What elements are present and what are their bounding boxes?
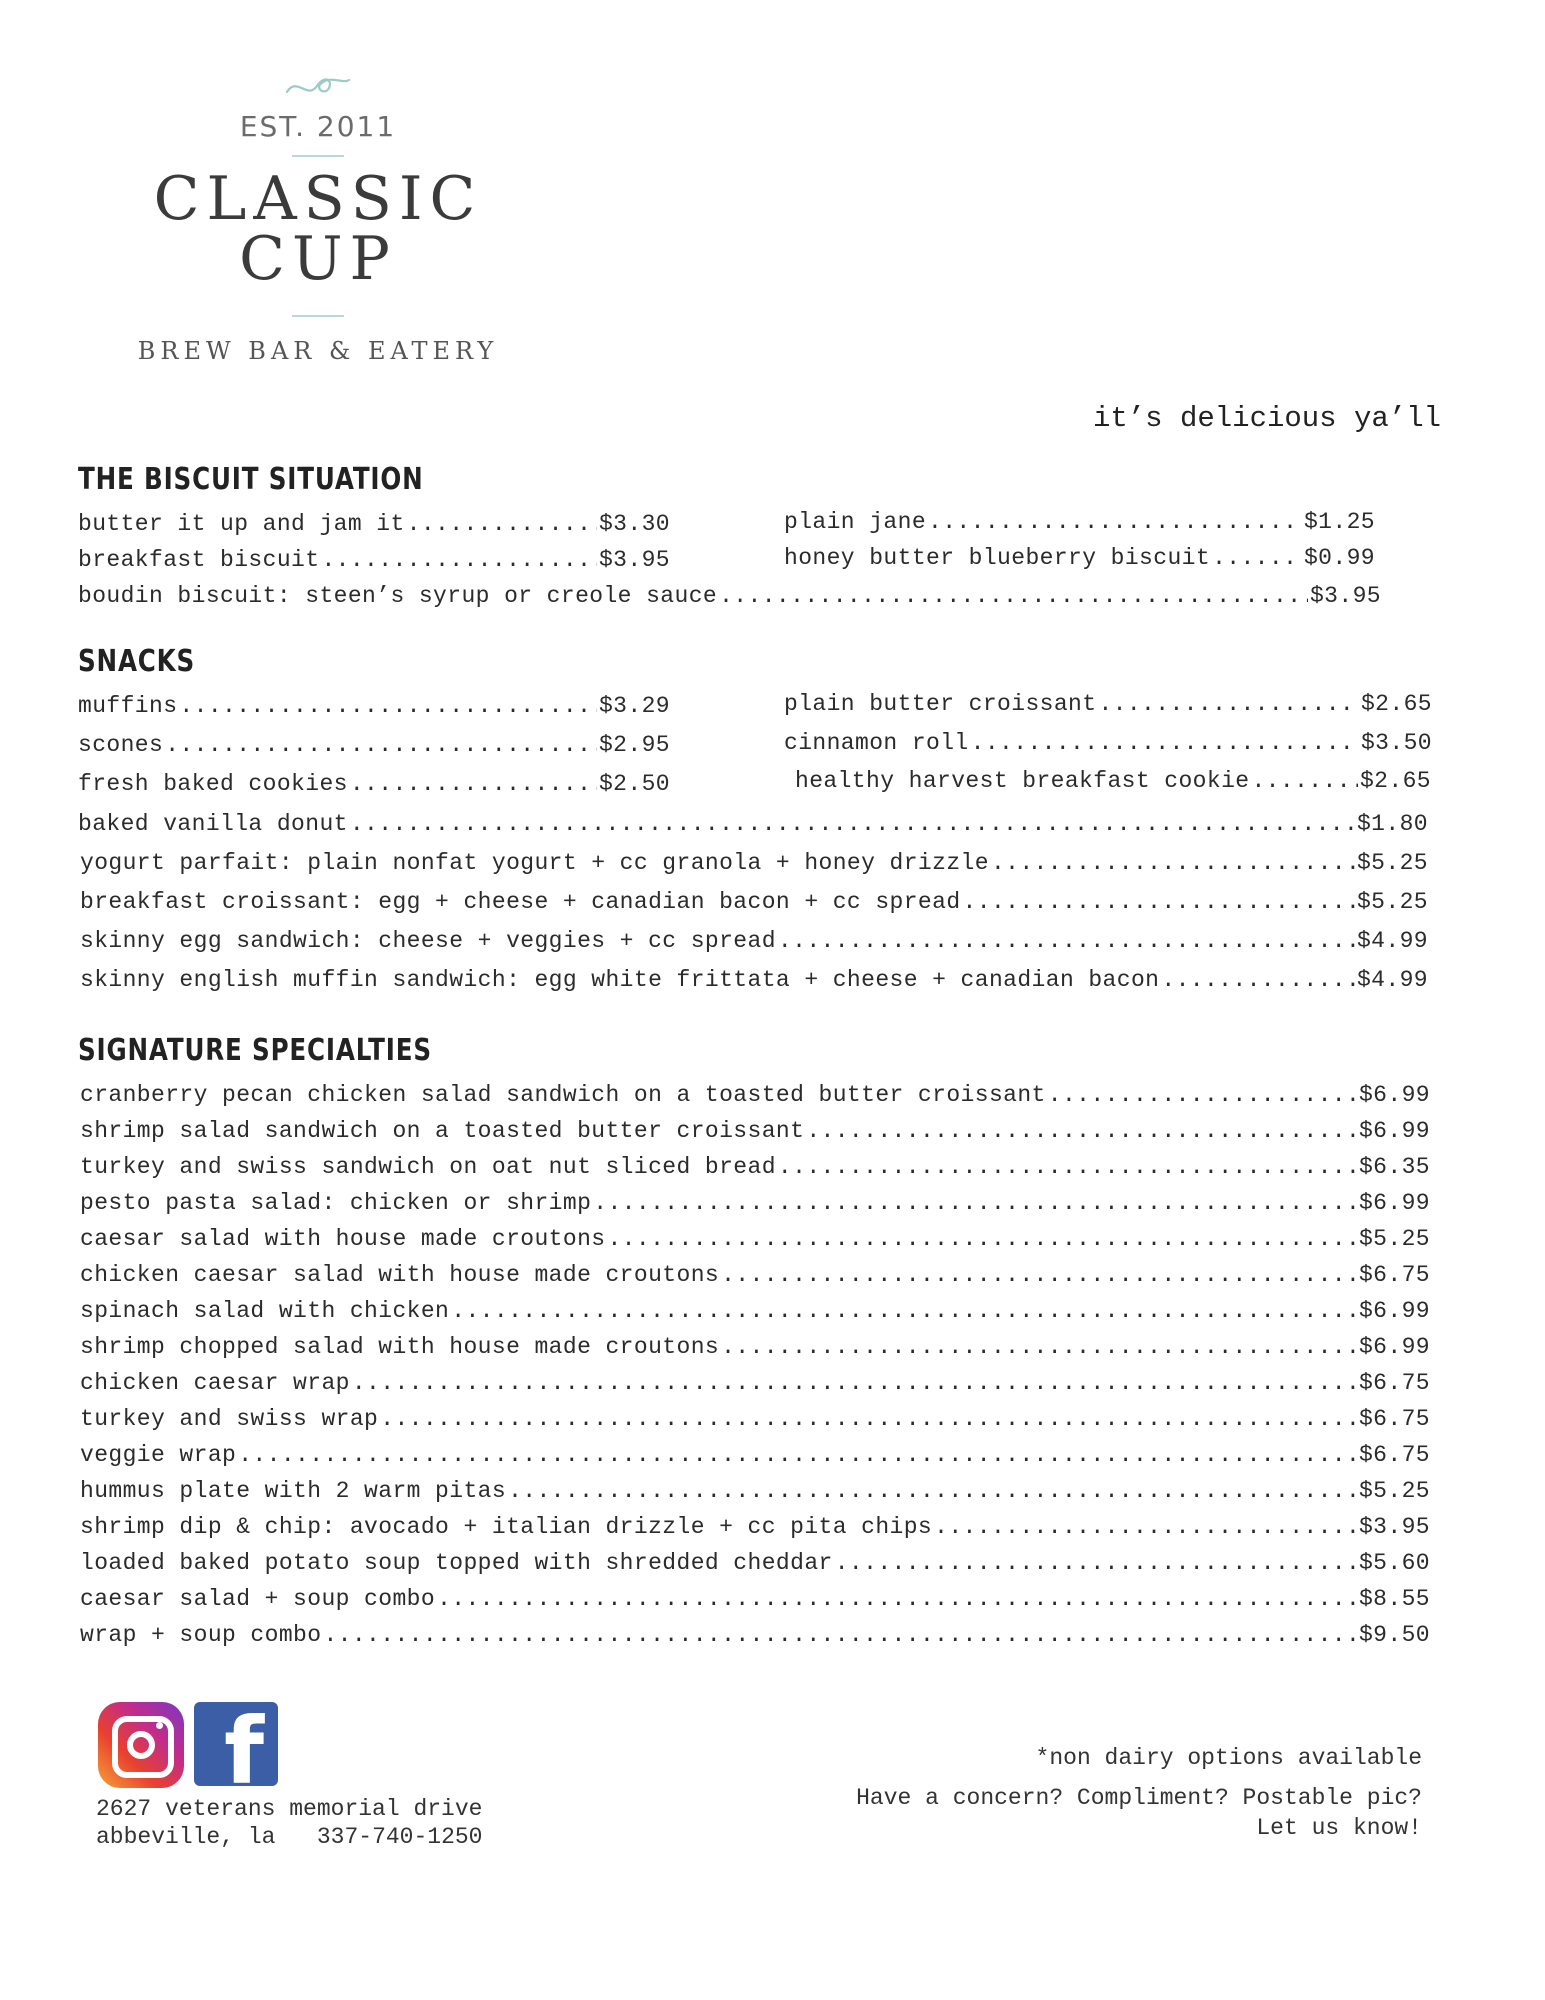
leader-dots <box>971 730 1359 756</box>
menu-item-price: $3.29 <box>598 693 670 719</box>
menu-item-name: hummus plate with 2 warm pitas <box>80 1478 507 1504</box>
leader-dots <box>778 1154 1357 1180</box>
city: abbeville, la <box>96 1824 276 1850</box>
footer-notes <box>856 1743 1422 1843</box>
menu-item <box>80 1082 1430 1108</box>
menu-item <box>80 1406 1430 1432</box>
menu-item-name: honey butter blueberry biscuit <box>784 545 1211 571</box>
menu-item-price: $5.25 <box>1356 889 1428 915</box>
menu-item <box>78 732 670 758</box>
menu-item <box>80 1442 1430 1468</box>
menu-item-name: plain jane <box>784 509 927 535</box>
menu-item-name: skinny egg sandwich: cheese + veggies + cc spread <box>80 928 776 954</box>
menu-item-name: skinny english muffin sandwich: egg white frittata + cheese + canadian bacon <box>80 967 1160 993</box>
menu-item-name: healthy harvest breakfast cookie <box>795 768 1250 794</box>
menu-item-name: plain butter croissant <box>784 691 1097 717</box>
leader-dots <box>778 928 1355 954</box>
leader-dots <box>963 889 1355 915</box>
menu-item <box>784 545 1375 571</box>
menu-item-price: $6.99 <box>1358 1298 1430 1324</box>
menu-item-price: $9.50 <box>1358 1622 1430 1648</box>
phone-number: 337-740-1250 <box>316 1824 483 1850</box>
leader-dots <box>437 1586 1357 1612</box>
leader-dots <box>928 509 1302 535</box>
menu-item <box>78 511 670 537</box>
menu-item <box>80 1298 1430 1324</box>
menu-item-price: $6.75 <box>1358 1406 1430 1432</box>
menu-item-price: $3.95 <box>1358 1514 1430 1540</box>
menu-item-name: veggie wrap <box>80 1442 237 1468</box>
menu-item <box>80 1478 1430 1504</box>
logo-divider <box>292 155 344 157</box>
menu-item-name: wrap + soup combo <box>80 1622 322 1648</box>
leader-dots <box>350 811 1355 837</box>
menu-item-price: $5.60 <box>1358 1550 1430 1576</box>
feedback-line-1: Have a concern? Compliment? Postable pic? <box>856 1785 1422 1811</box>
menu-item <box>80 1334 1430 1360</box>
section-heading-snacks: SNACKS <box>78 644 196 679</box>
leader-dots <box>407 511 597 537</box>
menu-item-name: chicken caesar wrap <box>80 1370 350 1396</box>
menu-item <box>78 811 1428 837</box>
menu-item <box>80 1190 1430 1216</box>
menu-item-name: breakfast biscuit <box>78 547 320 573</box>
menu-item-price: $2.65 <box>1359 768 1431 794</box>
menu-item-price: $8.55 <box>1358 1586 1430 1612</box>
leader-dots <box>380 1406 1357 1432</box>
menu-item-name: turkey and swiss wrap <box>80 1406 379 1432</box>
menu-item-price: $6.75 <box>1358 1442 1430 1468</box>
menu-item <box>784 509 1375 535</box>
menu-item-name: chicken caesar salad with house made croutons <box>80 1262 720 1288</box>
menu-item <box>80 1118 1430 1144</box>
social-links <box>98 1702 278 1788</box>
menu-item-name: breakfast croissant: egg + cheese + canadian bacon + cc spread <box>80 889 961 915</box>
leader-dots <box>991 850 1355 876</box>
menu-item-price: $6.75 <box>1358 1370 1430 1396</box>
menu-item <box>80 1622 1430 1648</box>
menu-item-price: $4.99 <box>1356 967 1428 993</box>
menu-item-name: caesar salad with house made croutons <box>80 1226 606 1252</box>
menu-item-name: shrimp chopped salad with house made croutons <box>80 1334 720 1360</box>
menu-item-price: $3.95 <box>598 547 670 573</box>
menu-item-price: $6.99 <box>1358 1118 1430 1144</box>
logo <box>78 70 558 365</box>
leader-dots <box>593 1190 1357 1216</box>
menu-item <box>80 1586 1430 1612</box>
menu-item <box>78 771 670 797</box>
leader-dots <box>321 547 597 573</box>
leader-dots <box>607 1226 1357 1252</box>
menu-item-name: boudin biscuit: steen’s syrup or creole sauce <box>78 583 718 609</box>
menu-item-price: $3.50 <box>1360 730 1432 756</box>
menu-item <box>78 583 1381 609</box>
menu-item-price: $2.65 <box>1360 691 1432 717</box>
menu-item <box>80 1226 1430 1252</box>
menu-item-name: yogurt parfait: plain nonfat yogurt + cc granola + honey drizzle <box>80 850 989 876</box>
menu-item-price: $1.25 <box>1303 509 1375 535</box>
menu-item-name: scones <box>78 732 164 758</box>
menu-item-price: $5.25 <box>1358 1226 1430 1252</box>
menu-item-price: $6.75 <box>1358 1262 1430 1288</box>
leader-dots <box>508 1478 1357 1504</box>
leader-dots <box>721 1334 1357 1360</box>
menu-item-name: cinnamon roll <box>784 730 969 756</box>
city-phone-line <box>96 1823 483 1851</box>
leader-dots <box>1251 768 1358 794</box>
menu-item-name: baked vanilla donut <box>78 811 348 837</box>
brand-subtitle: BREW BAR & EATERY <box>137 337 499 365</box>
swirl-ornament-icon <box>283 70 353 104</box>
non-dairy-note: *non dairy options available <box>1035 1745 1422 1771</box>
menu-item-price: $4.99 <box>1356 928 1428 954</box>
menu-item-name: cranberry pecan chicken salad sandwich on a toasted butter croissant <box>80 1082 1046 1108</box>
menu-item <box>80 1514 1430 1540</box>
menu-item-price: $3.95 <box>1309 583 1381 609</box>
tagline: it’s delicious ya’ll <box>1092 402 1441 435</box>
leader-dots <box>1048 1082 1357 1108</box>
leader-dots <box>165 732 597 758</box>
menu-item <box>80 1370 1430 1396</box>
menu-item-price: $3.30 <box>598 511 670 537</box>
menu-item <box>80 889 1428 915</box>
menu-item <box>784 691 1432 717</box>
menu-item-name: caesar salad + soup combo <box>80 1586 436 1612</box>
menu-item-price: $2.95 <box>598 732 670 758</box>
leader-dots <box>352 1370 1357 1396</box>
menu-item-price: $5.25 <box>1358 1478 1430 1504</box>
logo-divider <box>292 315 344 317</box>
menu-item-name: fresh baked cookies <box>78 771 348 797</box>
menu-item-price: $6.35 <box>1358 1154 1430 1180</box>
menu-item <box>795 768 1431 794</box>
menu-item-name: loaded baked potato soup topped with shredded cheddar <box>80 1550 833 1576</box>
leader-dots <box>1098 691 1359 717</box>
section-heading-specialties: SIGNATURE SPECIALTIES <box>78 1033 432 1068</box>
section-heading-biscuit: THE BISCUIT SITUATION <box>78 462 424 497</box>
address-block <box>96 1795 483 1851</box>
menu-item <box>80 1262 1430 1288</box>
menu-item-name: turkey and swiss sandwich on oat nut sliced bread <box>80 1154 776 1180</box>
menu-item-price: $6.99 <box>1358 1190 1430 1216</box>
menu-item-name: shrimp salad sandwich on a toasted butter croissant <box>80 1118 805 1144</box>
menu-item-price: $6.99 <box>1358 1334 1430 1360</box>
leader-dots <box>323 1622 1357 1648</box>
menu-item-name: muffins <box>78 693 178 719</box>
menu-item-name: shrimp dip & chip: avocado + italian drizzle + cc pita chips <box>80 1514 933 1540</box>
leader-dots <box>1212 545 1302 571</box>
leader-dots <box>179 693 597 719</box>
instagram-icon[interactable] <box>98 1702 184 1788</box>
menu-item-name: pesto pasta salad: chicken or shrimp <box>80 1190 592 1216</box>
brand-name: CLASSIC CUP <box>153 164 483 294</box>
leader-dots <box>721 1262 1357 1288</box>
menu-item <box>80 850 1428 876</box>
menu-item-price: $1.80 <box>1356 811 1428 837</box>
menu-item-name: butter it up and jam it <box>78 511 405 537</box>
street-address: 2627 veterans memorial drive <box>96 1796 483 1822</box>
feedback-line-2: Let us know! <box>1256 1815 1422 1841</box>
menu-item <box>784 730 1432 756</box>
menu-item <box>78 693 670 719</box>
established-year: EST. 2011 <box>239 110 397 143</box>
menu-item <box>80 1154 1430 1180</box>
facebook-icon[interactable]: f <box>194 1702 278 1786</box>
leader-dots <box>1161 967 1355 993</box>
leader-dots <box>238 1442 1357 1468</box>
menu-item-price: $6.99 <box>1358 1082 1430 1108</box>
leader-dots <box>350 771 597 797</box>
menu-item <box>80 967 1428 993</box>
leader-dots <box>806 1118 1357 1144</box>
leader-dots <box>835 1550 1357 1576</box>
leader-dots <box>934 1514 1357 1540</box>
menu-item <box>80 1550 1430 1576</box>
menu-item-price: $2.50 <box>598 771 670 797</box>
menu-item-price: $5.25 <box>1356 850 1428 876</box>
menu-item-name: spinach salad with chicken <box>80 1298 450 1324</box>
menu-item <box>80 928 1428 954</box>
menu-item <box>78 547 670 573</box>
menu-item-price: $0.99 <box>1303 545 1375 571</box>
leader-dots <box>719 583 1308 609</box>
leader-dots <box>451 1298 1357 1324</box>
